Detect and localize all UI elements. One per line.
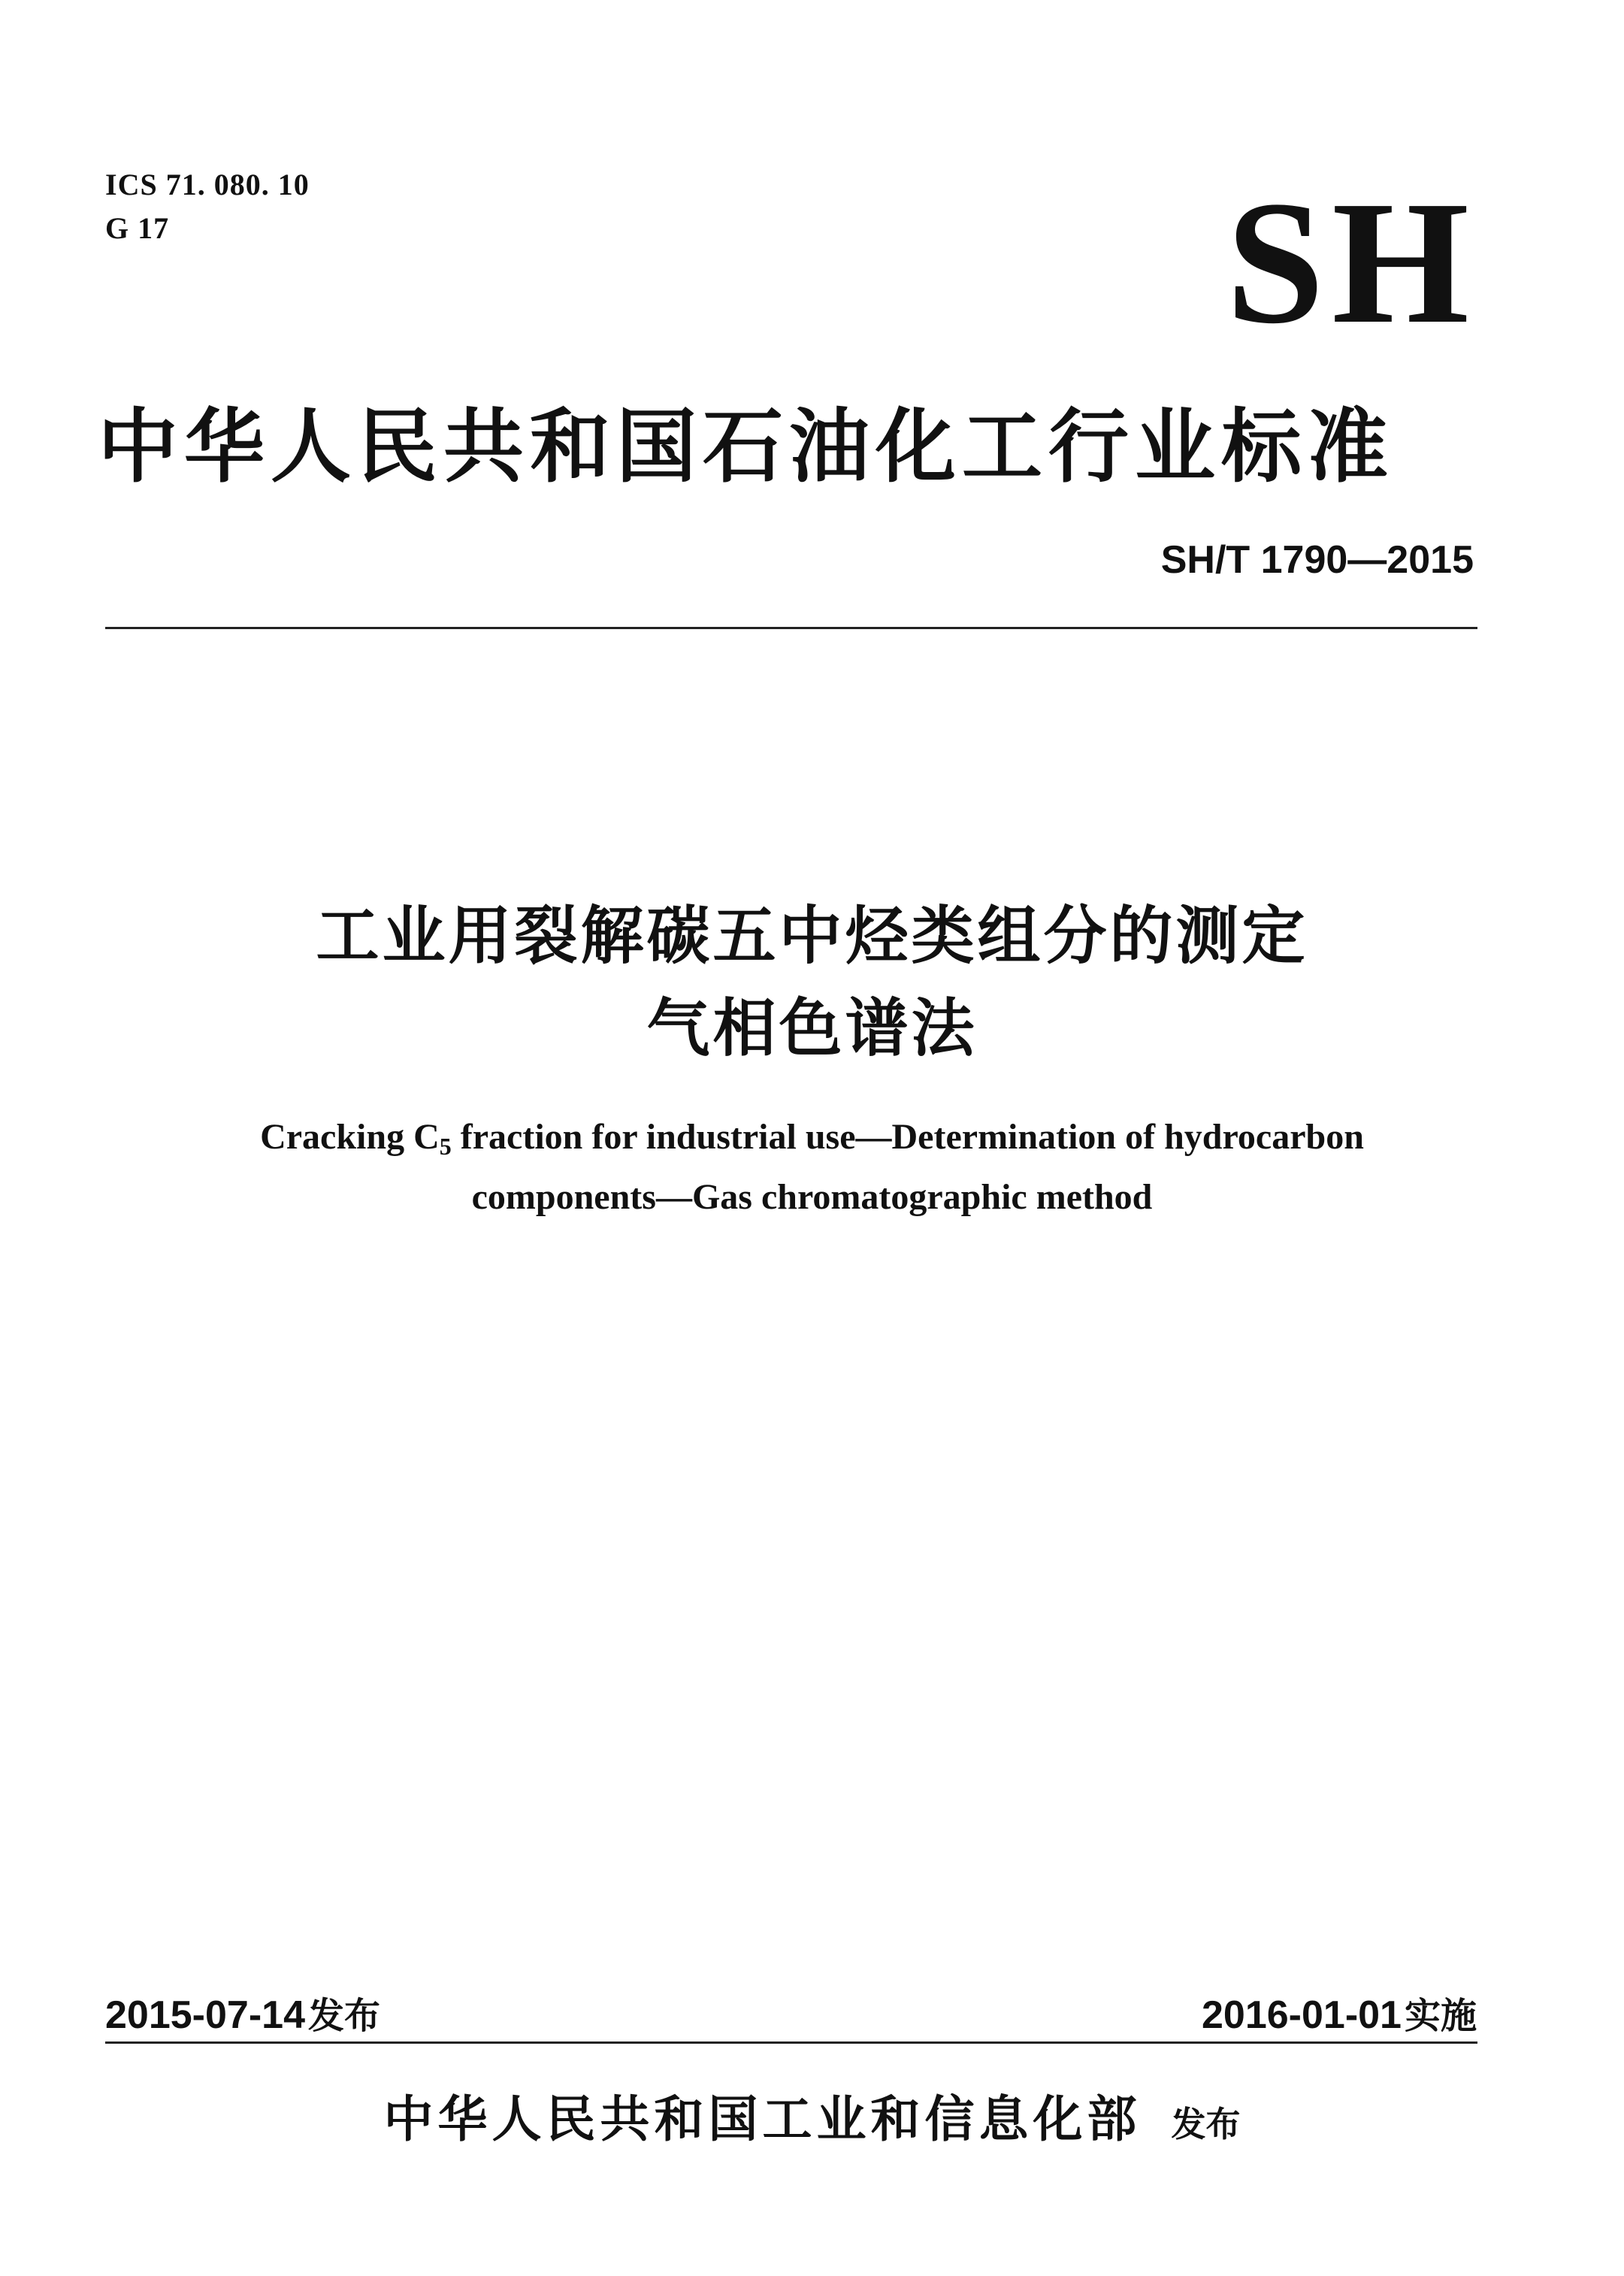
sh-logo: SH xyxy=(1226,165,1477,360)
implement-date-block xyxy=(1202,1992,1477,2039)
issuer-block xyxy=(0,2090,1624,2150)
top-divider xyxy=(105,627,1477,629)
ics-code: ICS 71. 080. 10 xyxy=(105,168,310,201)
issuer-name: 中华人民共和国工业和信息化部 xyxy=(383,2090,1142,2148)
english-title-line-1 xyxy=(0,1115,1624,1160)
standard-category-title: 中华人民共和国石油化工行业标准 xyxy=(98,401,1395,494)
implement-label: 实施 xyxy=(1404,1995,1477,2037)
standard-number: SH/T 1790—2015 xyxy=(1160,538,1474,582)
english-title-prefix: Cracking C xyxy=(260,1117,440,1157)
classification-code: G 17 xyxy=(105,211,170,245)
implement-date: 2016-01-01 xyxy=(1201,1993,1402,2037)
issue-date-block xyxy=(105,1992,380,2039)
issue-label: 发布 xyxy=(308,1995,381,2037)
english-title-suffix: fraction for industrial use—Determination of hydrocarbon xyxy=(451,1117,1364,1157)
issuer-label: 发布 xyxy=(1171,2104,1241,2144)
chinese-title-line-2: 气相色谱法 xyxy=(646,991,978,1065)
chinese-title-line-1: 工业用裂解碳五中烃类组分的测定 xyxy=(316,899,1308,973)
english-title-subscript: 5 xyxy=(439,1133,452,1160)
issue-date: 2015-07-14 xyxy=(105,1993,305,2037)
bottom-divider xyxy=(105,2041,1477,2044)
english-title-line-2: components—Gas chromatographic method xyxy=(471,1177,1153,1217)
